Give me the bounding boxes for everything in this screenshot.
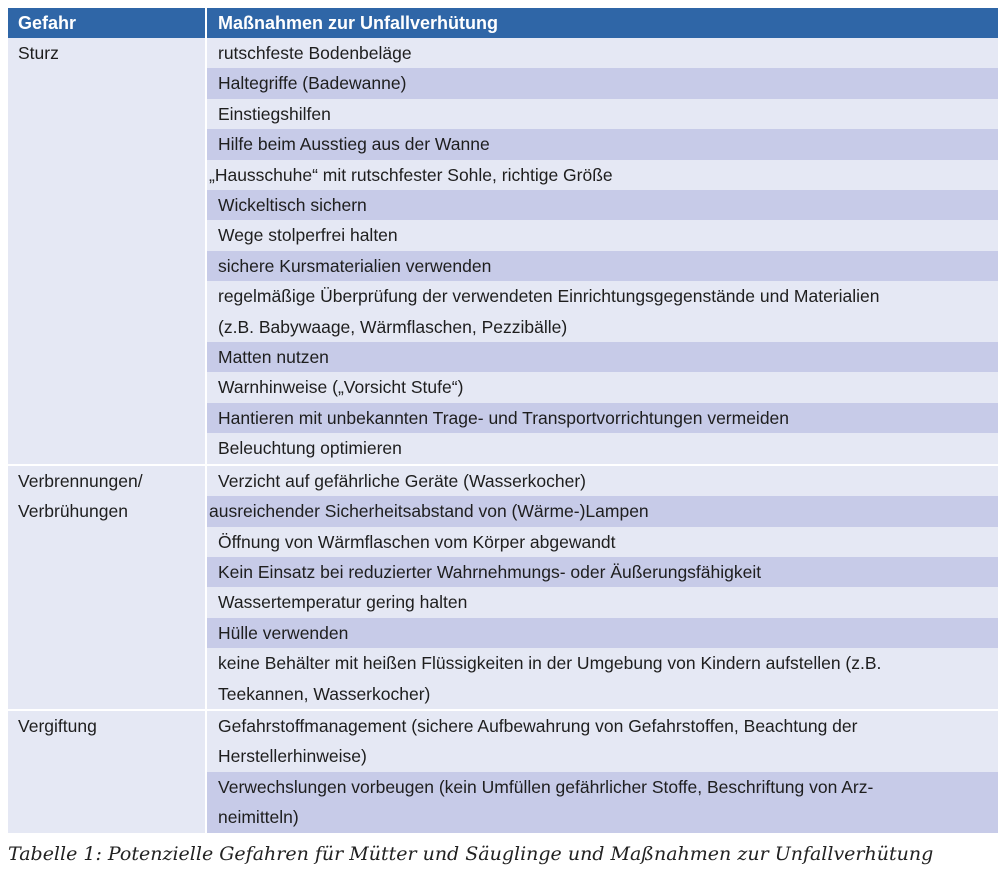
measure-row: „Hausschuhe“ mit rutschfester Sohle, richtige Größe [207, 160, 998, 190]
measure-row: Hülle verwenden [207, 618, 998, 648]
hazard-label-line2: Verbrühungen [18, 501, 128, 522]
measure-row [207, 711, 998, 772]
measure-row: Öffnung von Wärmflaschen vom Körper abgewandt [207, 527, 998, 557]
measure-row: Haltegriffe (Badewanne) [207, 68, 998, 98]
measure-row [207, 648, 998, 709]
measure-line: Teekannen, Wasserkocher) [218, 683, 431, 704]
group-vergiftung [8, 711, 998, 833]
hazard-cell [8, 711, 205, 833]
header-measures: Maßnahmen zur Unfallverhütung [205, 8, 998, 38]
measure-line: Herstellerhinweise) [218, 746, 367, 767]
measure-line: Verwechslungen vorbeugen (kein Umfüllen gefährlicher Stoffe, Beschriftung von Arz- [218, 776, 874, 797]
measure-row [207, 281, 998, 342]
group-sturz [8, 38, 998, 464]
measure-row: Beleuchtung optimieren [207, 433, 998, 463]
measures-list [205, 466, 998, 709]
measure-line: keine Behälter mit heißen Flüssigkeiten in der Umgebung von Kindern aufstellen (z.B. [218, 653, 882, 674]
hazard-cell [8, 466, 205, 709]
measure-row: Matten nutzen [207, 342, 998, 372]
measures-list [205, 711, 998, 833]
measure-row [207, 772, 998, 833]
measures-list [205, 38, 998, 464]
hazard-label: Sturz [18, 43, 59, 63]
measure-row: ausreichender Sicherheitsabstand von (Wärme-)Lampen [207, 496, 998, 526]
measure-row: Einstiegshilfen [207, 99, 998, 129]
measure-row: rutschfeste Bodenbeläge [207, 38, 998, 68]
hazard-table [8, 8, 998, 833]
measure-line: Gefahrstoffmanagement (sichere Aufbewahrung von Gefahrstoffen, Beachtung der [218, 715, 858, 736]
measure-row: Wassertemperatur gering halten [207, 587, 998, 617]
header-hazard: Gefahr [18, 13, 77, 33]
measure-row: Kein Einsatz bei reduzierter Wahrnehmungs- oder Äußerungsfähigkeit [207, 557, 998, 587]
measure-line: neimitteln) [218, 807, 299, 828]
group-verbrennungen [8, 466, 998, 709]
measure-row: sichere Kursmaterialien verwenden [207, 251, 998, 281]
measure-row: Wege stolperfrei halten [207, 220, 998, 250]
measure-row: Wickeltisch sichern [207, 190, 998, 220]
measure-row: Verzicht auf gefährliche Geräte (Wasserkocher) [207, 466, 998, 496]
hazard-label-line1: Verbrennungen/ [18, 470, 143, 491]
table-header [8, 8, 998, 38]
hazard-label: Vergiftung [18, 715, 97, 736]
table-caption: Tabelle 1: Potenzielle Gefahren für Mütter und Säuglinge und Maßnahmen zur Unfallverhütung [8, 843, 934, 865]
measure-row: Hilfe beim Ausstieg aus der Wanne [207, 129, 998, 159]
measure-line: regelmäßige Überprüfung der verwendeten Einrichtungsgegenstände und Materialien [218, 286, 880, 307]
measure-line: (z.B. Babywaage, Wärmflaschen, Pezzibälle) [218, 316, 568, 337]
measure-row: Warnhinweise („Vorsicht Stufe“) [207, 372, 998, 402]
hazard-cell [8, 38, 205, 464]
measure-row: Hantieren mit unbekannten Trage- und Transportvorrichtungen vermeiden [207, 403, 998, 433]
